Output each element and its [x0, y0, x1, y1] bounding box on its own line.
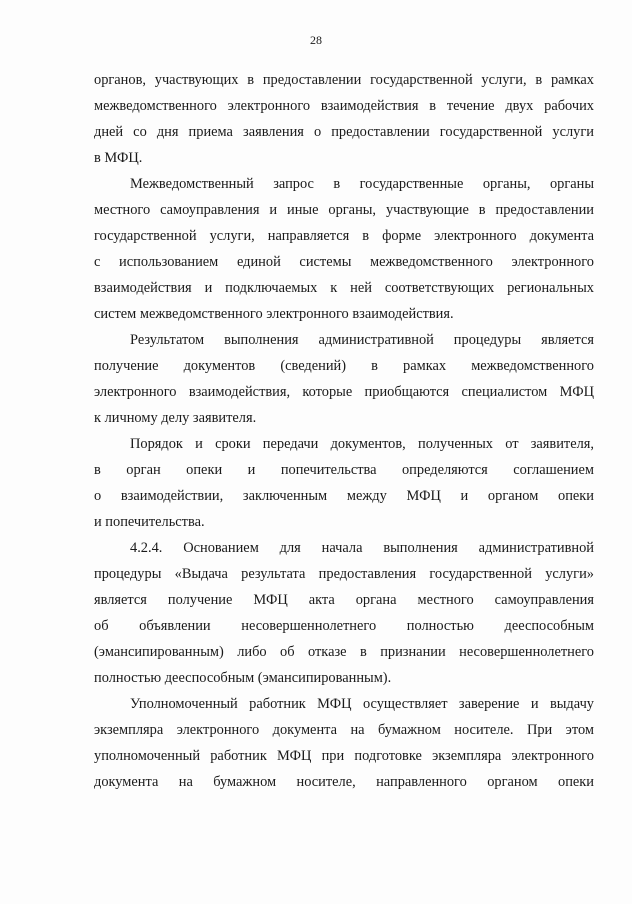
text-line: полностью дееспособным (эмансипированным). [94, 670, 392, 686]
text-line: Результатом выполнения административной процедуры является [130, 332, 594, 348]
text-line: Межведомственный запрос в государственные органы, органы [130, 176, 594, 192]
text-line: об объявлении несовершеннолетнего полностью дееспособным [94, 618, 594, 634]
paragraph [94, 327, 594, 431]
paragraph [94, 535, 594, 691]
text-line: документа на бумажном носителе, направленного органом опеки [94, 774, 594, 790]
text-line: государственной услуги, направляется в форме электронного документа [94, 228, 594, 244]
text-line: и попечительства. [94, 514, 205, 530]
text-line: (эмансипированным) либо об отказе в признании несовершеннолетнего [94, 644, 594, 660]
text-line: о взаимодействии, заключенным между МФЦ и органом опеки [94, 488, 594, 504]
text-line: является получение МФЦ акта органа местного самоуправления [94, 592, 594, 608]
text-line: экземпляра электронного документа на бумажном носителе. При этом [94, 722, 594, 738]
text-line: Уполномоченный работник МФЦ осуществляет заверение и выдачу [130, 696, 594, 712]
text-line: получение документов (сведений) в рамках межведомственного [94, 358, 594, 374]
text-line: органов, участвующих в предоставлении государственной услуги, в рамках [94, 72, 594, 88]
page-number: 28 [310, 33, 322, 47]
paragraph [94, 691, 594, 795]
text-line: взаимодействия и подключаемых к ней соответствующих региональных [94, 280, 594, 296]
text-line: процедуры «Выдача результата предоставления государственной услуги» [94, 566, 594, 582]
paragraph [94, 431, 594, 535]
text-line: Порядок и сроки передачи документов, полученных от заявителя, [130, 436, 594, 452]
text-line: с использованием единой системы межведомственного электронного [94, 254, 594, 270]
text-line: уполномоченный работник МФЦ при подготовке экземпляра электронного [94, 748, 594, 764]
text-line: в орган опеки и попечительства определяются соглашением [94, 462, 594, 478]
document-body [94, 67, 594, 795]
paragraph [94, 67, 594, 171]
text-line: дней со дня приема заявления о предоставлении государственной услуги [94, 124, 594, 140]
text-line: к личному делу заявителя. [94, 410, 257, 426]
text-line: межведомственного электронного взаимодействия в течение двух рабочих [94, 98, 594, 114]
paragraph [94, 171, 594, 327]
text-line: 4.2.4. Основанием для начала выполнения административной [130, 540, 594, 556]
text-line: местного самоуправления и иные органы, участвующие в предоставлении [94, 202, 594, 218]
text-line: в МФЦ. [94, 150, 143, 166]
text-line: электронного взаимодействия, которые приобщаются специалистом МФЦ [94, 384, 594, 400]
text-line: систем межведомственного электронного взаимодействия. [94, 306, 454, 322]
